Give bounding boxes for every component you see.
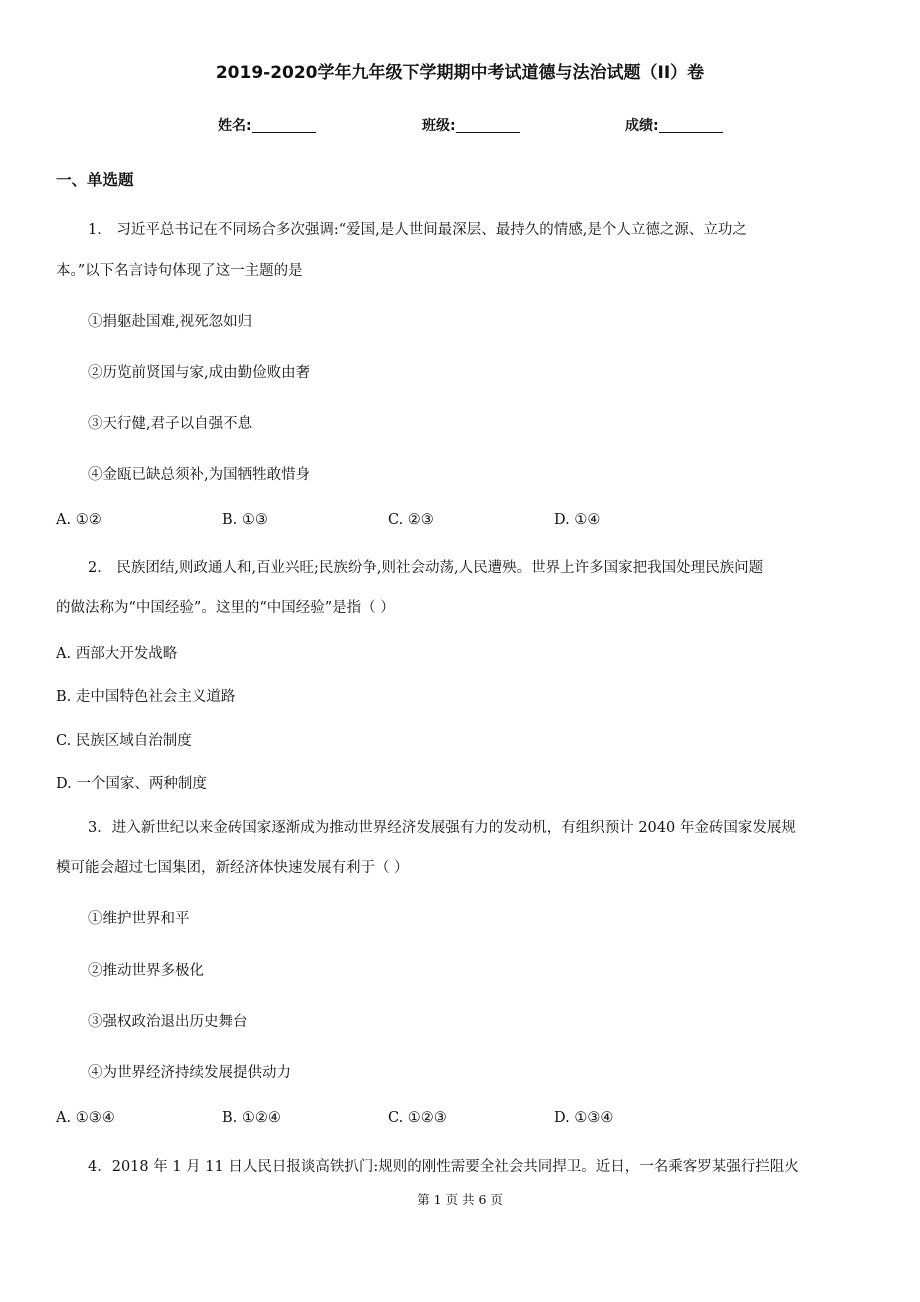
name-label: 姓名: <box>218 118 252 134</box>
name-field <box>218 115 316 135</box>
q4-stem-line1: 4．2018 年 1 月 11 日人民日报谈高铁扒门:规则的刚性需要全社会共同捍卫。近日，一名乘客罗某强行拦阻火 <box>88 1159 799 1175</box>
q1-option-b[interactable]: B. ①③ <box>222 512 268 528</box>
q1-option-d[interactable]: D. ①④ <box>554 512 601 528</box>
q1-stem-line1: 1． 习近平总书记在不同场合多次强调:“爱国,是人世间最深层、最持久的情感,是个人立德之源、立功之 <box>88 222 747 238</box>
score-blank <box>659 118 723 133</box>
q2-option-a[interactable]: A. 西部大开发战略 <box>56 646 178 662</box>
score-field <box>625 115 723 135</box>
q3-item-3: ③强权政治退出历史舞台 <box>88 1014 248 1030</box>
q2-stem-line2: 的做法称为“中国经验”。这里的“中国经验”是指（ ） <box>56 600 395 616</box>
q3-item-1: ①维护世界和平 <box>88 911 190 927</box>
q1-option-a[interactable]: A. ①② <box>56 512 102 528</box>
q3-option-a[interactable]: A. ①③④ <box>56 1110 115 1126</box>
class-label: 班级: <box>422 118 456 134</box>
q3-item-2: ②推动世界多极化 <box>88 963 204 979</box>
q3-stem-line2: 模可能会超过七国集团，新经济体快速发展有利于（ ） <box>56 860 409 876</box>
section-title: 一、单选题 <box>56 171 134 189</box>
q3-stem-line1: 3．进入新世纪以来金砖国家逐渐成为推动世界经济发展强有力的发动机，有组织预计 2040 年金砖国家发展规 <box>88 820 796 836</box>
q3-option-d[interactable]: D. ①③④ <box>554 1110 614 1126</box>
q3-item-4: ④为世界经济持续发展提供动力 <box>88 1065 291 1081</box>
q2-option-b[interactable]: B. 走中国特色社会主义道路 <box>56 689 236 705</box>
page-footer: 第 1 页 共 6 页 <box>417 1192 503 1207</box>
q1-item-3: ③天行健,君子以自强不息 <box>88 416 253 432</box>
q1-item-4: ④金瓯已缺总须补,为国牺牲敢惜身 <box>88 467 311 483</box>
score-label: 成绩: <box>625 118 659 134</box>
q2-stem-line1: 2． 民族团结,则政通人和,百业兴旺;民族纷争,则社会动荡,人民遭殃。世界上许多国家把我国处理民族问题 <box>88 560 764 576</box>
q2-option-c[interactable]: C. 民族区域自治制度 <box>56 733 192 749</box>
q3-option-c[interactable]: C. ①②③ <box>388 1110 447 1126</box>
q1-item-2: ②历览前贤国与家,成由勤俭败由奢 <box>88 365 311 381</box>
class-field <box>422 115 520 135</box>
page-title: 2019-2020学年九年级下学期期中考试道德与法治试题（II）卷 <box>215 63 705 83</box>
q1-stem-line2: 本。”以下名言诗句体现了这一主题的是 <box>56 263 303 279</box>
name-blank <box>252 118 316 133</box>
q2-option-d[interactable]: D. 一个国家、两种制度 <box>56 776 207 792</box>
class-blank <box>456 118 520 133</box>
q1-item-1: ①捐躯赴国难,视死忽如归 <box>88 314 253 330</box>
q3-option-b[interactable]: B. ①②④ <box>222 1110 281 1126</box>
q1-option-c[interactable]: C. ②③ <box>388 512 434 528</box>
